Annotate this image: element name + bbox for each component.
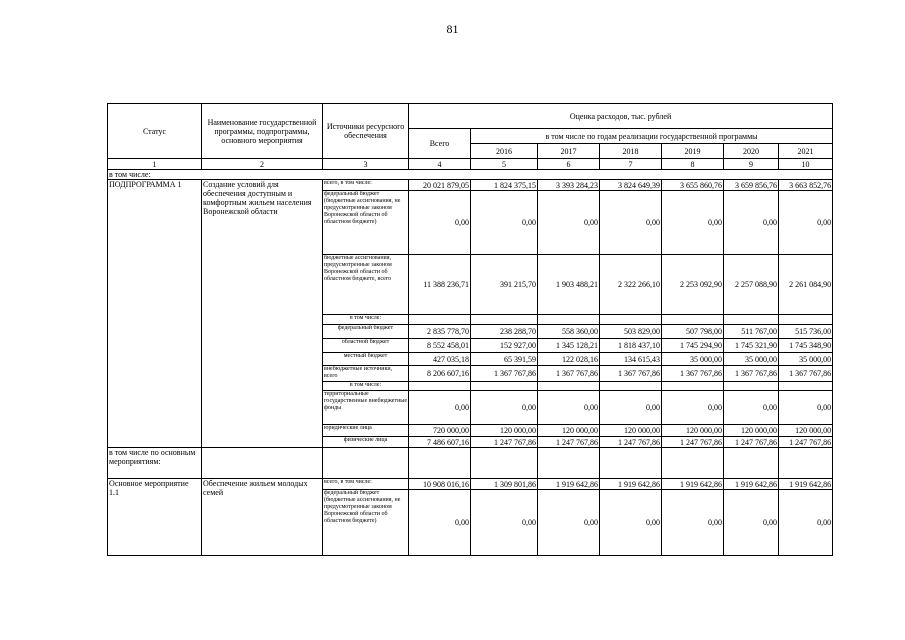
value-cell: 2 253 092,90 (662, 255, 724, 315)
empty-cell (662, 448, 724, 479)
value-cell: 1 309 801,86 (471, 479, 538, 490)
value-cell: 1 367 767,86 (662, 366, 724, 382)
value-cell: 1 824 375,15 (471, 180, 538, 191)
value-cell: 391 215,70 (471, 255, 538, 315)
value-cell: 1 919 642,86 (662, 479, 724, 490)
header-year: 2021 (779, 144, 833, 159)
column-number: 5 (471, 159, 538, 170)
value-cell: 507 798,00 (662, 325, 724, 339)
value-cell: 0,00 (779, 490, 833, 556)
value-cell: 0,00 (409, 391, 471, 425)
page-number: 81 (446, 22, 459, 36)
source-cell: бюджетные ассигнования, предусмотренные законом Воронежской области об областном бюджете, всего (323, 255, 409, 315)
source-cell: в том числе: (323, 382, 409, 391)
value-cell: 0,00 (779, 391, 833, 425)
header-year: 2016 (471, 144, 538, 159)
value-cell: 720 000,00 (409, 425, 471, 437)
value-cell: 8 552 458,01 (409, 339, 471, 353)
value-cell: 1 919 642,86 (724, 479, 779, 490)
value-cell: 0,00 (471, 490, 538, 556)
source-cell: всего, в том числе: (323, 180, 409, 191)
value-cell: 120 000,00 (779, 425, 833, 437)
value-cell: 35 000,00 (724, 353, 779, 366)
value-cell: 152 927,00 (471, 339, 538, 353)
column-number: 2 (202, 159, 323, 170)
empty-cell (409, 448, 471, 479)
value-cell: 1 247 767,86 (724, 437, 779, 448)
value-cell: 503 829,00 (600, 325, 662, 339)
source-cell: местный бюджет (323, 353, 409, 366)
value-cell: 2 261 084,90 (779, 255, 833, 315)
value-cell: 120 000,00 (538, 425, 600, 437)
value-cell: 238 288,70 (471, 325, 538, 339)
value-cell: 0,00 (409, 490, 471, 556)
value-cell: 1 247 767,86 (600, 437, 662, 448)
empty-cell (724, 448, 779, 479)
value-cell: 0,00 (409, 191, 471, 255)
value-cell: 3 655 860,76 (662, 180, 724, 191)
empty-cell (538, 448, 600, 479)
table-row (108, 479, 833, 490)
value-cell: 11 388 236,71 (409, 255, 471, 315)
value-cell: 3 663 852,76 (779, 180, 833, 191)
value-cell: 511 767,00 (724, 325, 779, 339)
column-number: 7 (600, 159, 662, 170)
value-cell: 1 247 767,86 (471, 437, 538, 448)
value-cell (662, 315, 724, 325)
value-cell: 0,00 (662, 191, 724, 255)
section-label: в том числе по основным мероприятиям: (108, 448, 202, 479)
header-year: 2019 (662, 144, 724, 159)
header-sources: Источники ресурсного обеспечения (323, 104, 409, 159)
value-cell: 8 206 607,16 (409, 366, 471, 382)
value-cell: 0,00 (538, 191, 600, 255)
header-total: Всего (409, 129, 471, 159)
empty-cell (202, 448, 323, 479)
value-cell: 134 615,43 (600, 353, 662, 366)
value-cell (471, 315, 538, 325)
name-cell: Обеспечение жильем молодых семей (202, 479, 323, 556)
value-cell (409, 315, 471, 325)
value-cell: 3 659 856,76 (724, 180, 779, 191)
value-cell: 1 367 767,86 (471, 366, 538, 382)
value-cell: 1 919 642,86 (779, 479, 833, 490)
header-estimate: Оценка расходов, тыс. рублей (409, 104, 833, 129)
value-cell (662, 382, 724, 391)
value-cell: 1 367 767,86 (724, 366, 779, 382)
value-cell: 558 360,00 (538, 325, 600, 339)
value-cell: 3 393 284,23 (538, 180, 600, 191)
status-cell: Основное мероприятие 1.1 (108, 479, 202, 556)
value-cell: 1 745 294,90 (662, 339, 724, 353)
value-cell: 1 345 128,21 (538, 339, 600, 353)
source-cell: в том числе: (323, 315, 409, 325)
source-cell: федеральный бюджет (323, 325, 409, 339)
column-number: 6 (538, 159, 600, 170)
value-cell: 1 247 767,86 (779, 437, 833, 448)
header-by-years: в том числе по годам реализации государственной программы (471, 129, 833, 144)
value-cell (600, 382, 662, 391)
value-cell: 1 367 767,86 (600, 366, 662, 382)
header-status: Статус (108, 104, 202, 159)
value-cell (538, 382, 600, 391)
value-cell: 122 028,16 (538, 353, 600, 366)
value-cell: 1 367 767,86 (779, 366, 833, 382)
value-cell (724, 382, 779, 391)
value-cell: 35 000,00 (779, 353, 833, 366)
value-cell: 2 835 778,70 (409, 325, 471, 339)
value-cell: 0,00 (471, 191, 538, 255)
value-cell: 2 322 266,10 (600, 255, 662, 315)
empty-cell (323, 448, 409, 479)
section-label: в том числе: (108, 170, 833, 180)
value-cell: 35 000,00 (662, 353, 724, 366)
value-cell: 0,00 (724, 391, 779, 425)
value-cell (538, 315, 600, 325)
value-cell: 1 745 321,90 (724, 339, 779, 353)
value-cell (779, 315, 833, 325)
column-number: 4 (409, 159, 471, 170)
value-cell (724, 315, 779, 325)
source-cell: областной бюджет (323, 339, 409, 353)
source-cell: юридические лица (323, 425, 409, 437)
value-cell: 0,00 (724, 490, 779, 556)
value-cell (600, 315, 662, 325)
value-cell: 120 000,00 (600, 425, 662, 437)
value-cell: 1 745 348,90 (779, 339, 833, 353)
value-cell (409, 382, 471, 391)
value-cell (779, 382, 833, 391)
header-year: 2018 (600, 144, 662, 159)
value-cell: 20 021 879,05 (409, 180, 471, 191)
column-number: 9 (724, 159, 779, 170)
source-cell: всего, в том числе: (323, 479, 409, 490)
value-cell: 2 257 088,90 (724, 255, 779, 315)
value-cell: 120 000,00 (471, 425, 538, 437)
source-cell: федеральный бюджет (бюджетные ассигнования, не предусмотренные законом Воронежской области об областном бюджете) (323, 191, 409, 255)
header-name: Наименование государственной программы, подпрограммы, основного мероприятия (202, 104, 323, 159)
value-cell: 0,00 (600, 191, 662, 255)
value-cell: 1 367 767,86 (538, 366, 600, 382)
value-cell: 0,00 (471, 391, 538, 425)
header-year: 2020 (724, 144, 779, 159)
value-cell: 1 247 767,86 (538, 437, 600, 448)
value-cell: 120 000,00 (662, 425, 724, 437)
name-cell: Создание условий для обеспечения доступным и комфортным жильем населения Воронежской области (202, 180, 323, 448)
empty-cell (471, 448, 538, 479)
header-year: 2017 (538, 144, 600, 159)
column-number: 10 (779, 159, 833, 170)
value-cell: 7 486 607,16 (409, 437, 471, 448)
value-cell: 0,00 (600, 490, 662, 556)
value-cell: 1 903 488,21 (538, 255, 600, 315)
value-cell: 1 247 767,86 (662, 437, 724, 448)
value-cell: 0,00 (538, 391, 600, 425)
column-number: 8 (662, 159, 724, 170)
value-cell: 10 908 016,16 (409, 479, 471, 490)
value-cell: 0,00 (662, 490, 724, 556)
source-cell: внебюджетные источники, всего (323, 366, 409, 382)
value-cell: 120 000,00 (724, 425, 779, 437)
value-cell: 1 919 642,86 (600, 479, 662, 490)
source-cell: федеральный бюджет (бюджетные ассигнования, не предусмотренные законом Воронежской области об областном бюджете) (323, 490, 409, 556)
source-cell: физические лица (323, 437, 409, 448)
table-row (108, 180, 833, 191)
expenditure-table (107, 103, 833, 556)
value-cell: 3 824 649,39 (600, 180, 662, 191)
value-cell: 0,00 (779, 191, 833, 255)
value-cell: 65 391,59 (471, 353, 538, 366)
status-cell: ПОДПРОГРАММА 1 (108, 180, 202, 448)
source-cell: территориальные государственные внебюджетные фонды (323, 391, 409, 425)
value-cell: 1 919 642,86 (538, 479, 600, 490)
value-cell: 515 736,00 (779, 325, 833, 339)
column-number: 1 (108, 159, 202, 170)
value-cell: 0,00 (662, 391, 724, 425)
value-cell: 0,00 (600, 391, 662, 425)
empty-cell (779, 448, 833, 479)
value-cell: 0,00 (538, 490, 600, 556)
value-cell: 0,00 (724, 191, 779, 255)
value-cell: 427 035,18 (409, 353, 471, 366)
empty-cell (600, 448, 662, 479)
value-cell (471, 382, 538, 391)
value-cell: 1 818 437,10 (600, 339, 662, 353)
column-number: 3 (323, 159, 409, 170)
